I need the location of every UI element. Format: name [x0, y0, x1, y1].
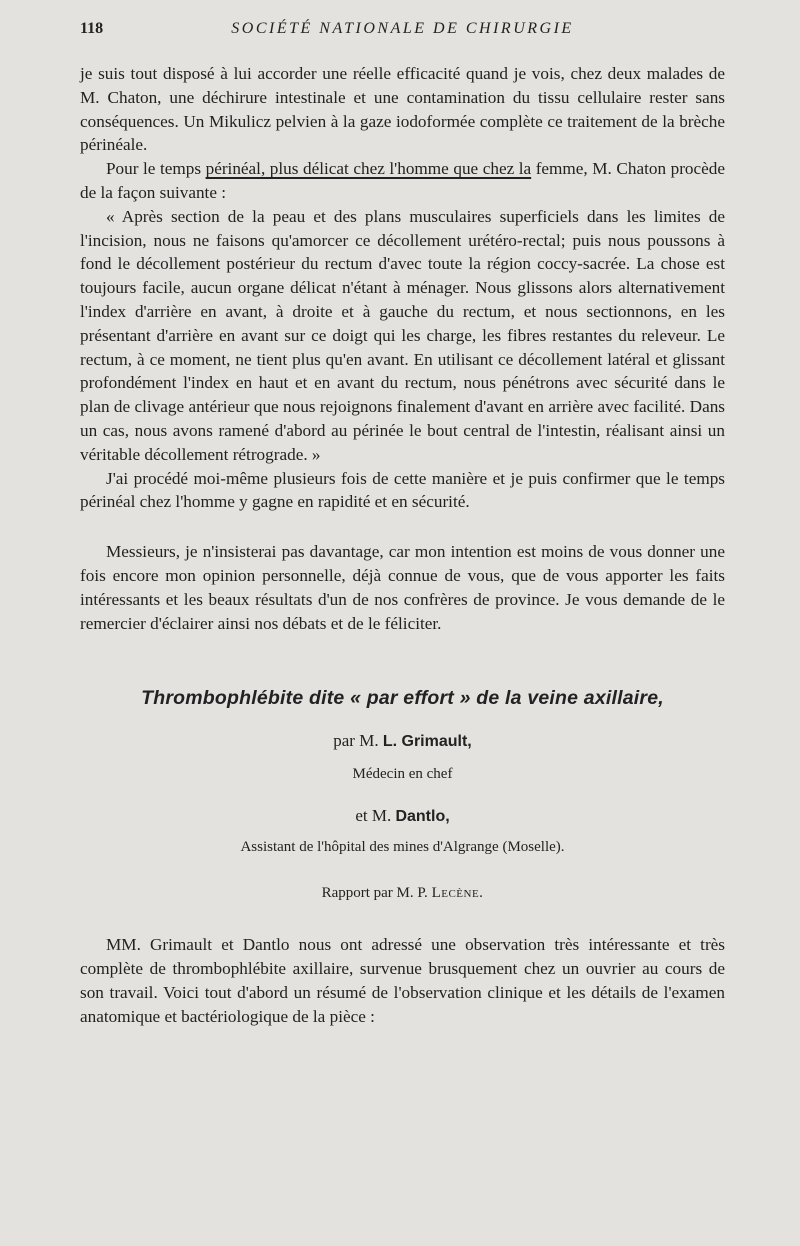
page-number: 118	[80, 20, 104, 37]
byline-author1	[80, 729, 725, 754]
author-name: Dantlo,	[395, 808, 450, 826]
paragraph-perineal-step	[80, 157, 725, 205]
report-prefix: Rapport par M. P.	[321, 885, 432, 902]
byline-author2	[80, 804, 725, 829]
author1-role: Médecin en chef	[352, 766, 453, 783]
paragraph-text: Pour le temps	[106, 159, 206, 179]
byline-prefix: par M.	[333, 731, 383, 751]
page-header	[80, 20, 725, 46]
paragraph-quotation: « Après section de la peau et des plans musculaires superficiels dans les limites de l'incision, nous ne faisons qu'amorcer ce décollement urétéro-rectal; puis nous poussons à fond le décollement postérieur du rectum d'avec toute la région coccy-sacrée. La chose est toujours facile, aucun organe délicat n'étant à ménager. Nous glissons alors alternativement l'index d'arrière en avant, à droite et à gauche du rectum, et nous sectionnons, en les présentant d'arrière en avant sur ce doigt qui les charge, les fibres restantes du releveur. Le rectum, à ce moment, ne tient plus qu'en avant. En utilisant ce décollement latéral et glissant profondément l'index en haut et en avant du rectum, nous pénétrons avec sécurité dans le plan de clivage antérieur que nous rejoignons finalement d'avant en arrière avec facilité. Dans un cas, nous avons ramené d'abord au périnée le bout central de l'intestin, réalisant ainsi un véritable décollement rétrograde. »	[80, 206, 725, 464]
paragraph-text: femme, M. Chaton procède de la façon suivante :	[80, 159, 725, 202]
running-head: SOCIÉTÉ NATIONALE DE CHIRURGIE	[231, 20, 574, 37]
body-text	[80, 62, 725, 1029]
paragraph-confirmation: J'ai procédé moi-même plusieurs fois de cette manière et je puis confirmer que le temps périnéal chez l'homme y gagne en rapidité et en sécurité.	[80, 468, 725, 512]
reporter-name: Lecène.	[431, 885, 484, 902]
paragraph-conclusion: Messieurs, je n'insisterai pas davantage, car mon intention est moins de vous donner une fois encore mon opinion personnelle, déjà connue de vous, que de vous apporter les faits intéressants et les beaux résultats d'un de nos confrères de province. Je vous demande de le remercier d'éclairer ainsi nos débats et de le féliciter.	[80, 542, 725, 633]
underlined-phrase: périnéal, plus délicat chez l'homme que chez la	[205, 159, 532, 179]
article-title: Thrombophlébite dite « par effort » de la veine axillaire,	[141, 687, 664, 710]
report-line	[80, 881, 725, 905]
author-name: L. Grimault,	[382, 733, 472, 751]
paragraph-continuation: je suis tout disposé à lui accorder une réelle efficacité quand je vois, chez deux malades de M. Chaton, une déchirure intestinale et une contamination du tissu cellulaire rester sans conséquences. Un Mikulicz pelvien à la gaze iodoformée complète ce traitement de la brèche périnéale.	[80, 64, 725, 155]
paragraph-observation-intro: MM. Grimault et Dantlo nous ont adressé une observation très intéressante et très complète de thrombophlébite axillaire, survenue brusquement chez un ouvrier au cours de son travail. Voici tout d'abord un résumé de l'observation clinique et les détails de l'examen anatomique et bactériologique de la pièce :	[80, 935, 725, 1026]
author2-affiliation: Assistant de l'hôpital des mines d'Algrange (Moselle).	[240, 839, 565, 856]
byline-prefix: et M.	[355, 806, 396, 826]
